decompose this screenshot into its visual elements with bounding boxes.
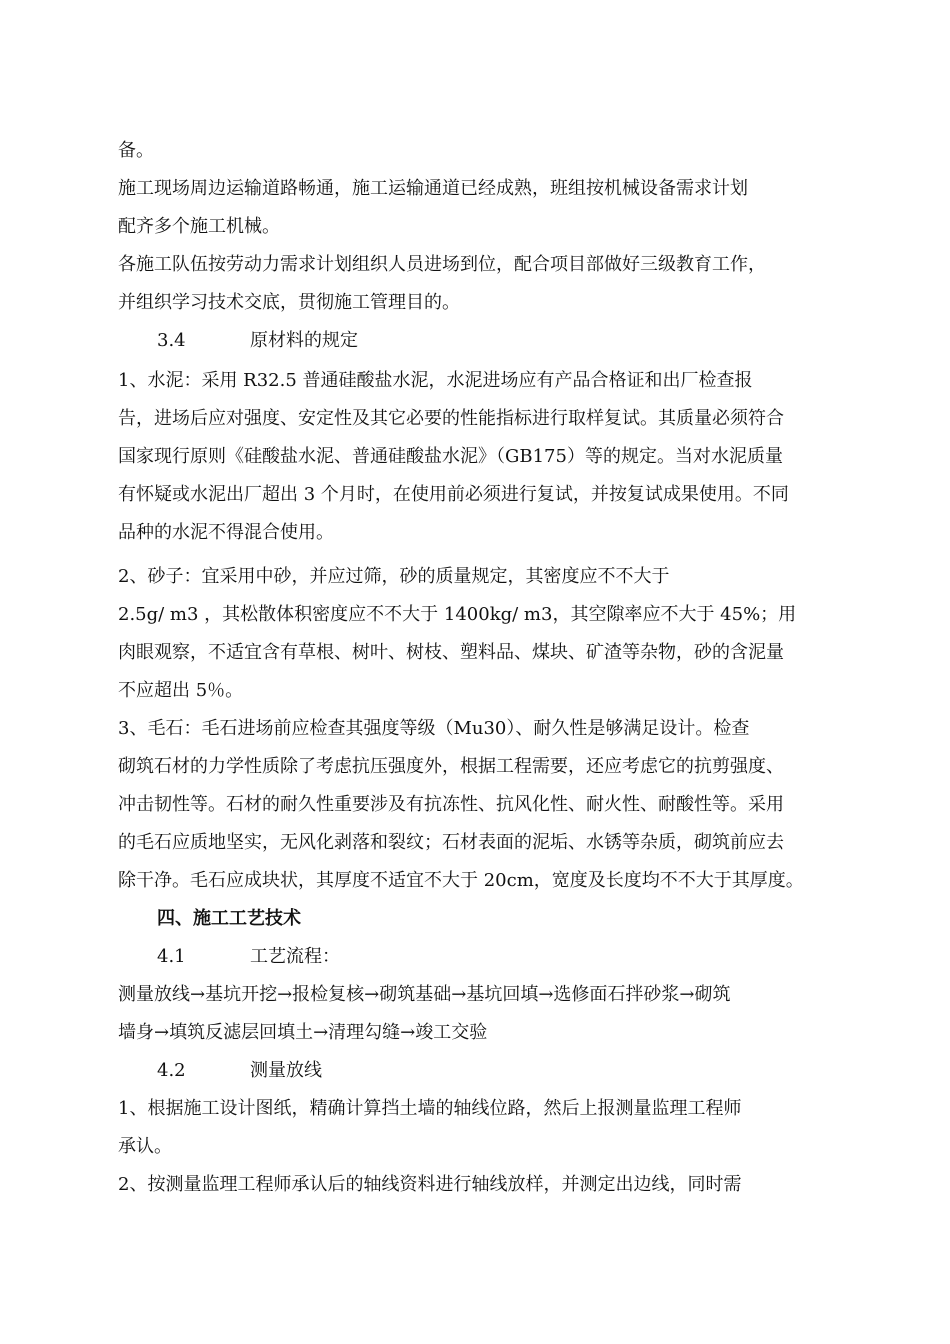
text-line: 砌筑石材的力学性质除了考虑抗压强度外，根据工程需要，还应考虑它的抗剪强度、 <box>118 756 784 777</box>
text-line: 并组织学习技术交底，贯彻施工管理目的。 <box>118 292 460 313</box>
text-line: 品种的水泥不得混合使用。 <box>118 522 334 543</box>
text-line: 2、按测量监理工程师承认后的轴线资料进行轴线放样，并测定出边线，同时需 <box>118 1174 742 1195</box>
section-number: 4.2 <box>157 1060 186 1081</box>
text-line: 国家现行原则《硅酸盐水泥、普通硅酸盐水泥》（GB175）等的规定。当对水泥质量 <box>118 446 783 467</box>
text-line: 1、水泥：采用 R32.5 普通硅酸盐水泥，水泥进场应有产品合格证和出厂检查报 <box>118 370 753 391</box>
text-line: 除干净。毛石应成块状，其厚度不适宜不大于 20cm，宽度及长度均不不大于其厚度。 <box>118 870 804 891</box>
text-line: 的毛石应质地坚实，无风化剥落和裂纹；石材表面的泥垢、水锈等杂质，砌筑前应去 <box>118 832 784 853</box>
text-line: 测量放线→基坑开挖→报检复核→砌筑基础→基坑回填→选修面石拌砂浆→砌筑 <box>118 984 731 1005</box>
text-line: 配齐多个施工机械。 <box>118 216 280 237</box>
section-title: 测量放线 <box>250 1060 322 1081</box>
text-line: 有怀疑或水泥出厂超出 3 个月时，在使用前必须进行复试，并按复试成果使用。不同 <box>118 484 789 505</box>
text-line: 承认。 <box>118 1136 172 1157</box>
section-number: 4.1 <box>157 946 186 967</box>
text-line: 冲击韧性等。石材的耐久性重要涉及有抗冻性、抗风化性、耐火性、耐酸性等。采用 <box>118 794 784 815</box>
text-line: 3、毛石：毛石进场前应检查其强度等级（Mu30）、耐久性是够满足设计。检查 <box>118 718 750 739</box>
text-line: 2、砂子：宜采用中砂，并应过筛，砂的质量规定，其密度应不不大于 <box>118 566 670 587</box>
text-line: 不应超出 5％。 <box>118 680 244 701</box>
text-line: 各施工队伍按劳动力需求计划组织人员进场到位，配合项目部做好三级教育工作， <box>118 254 766 275</box>
text-line: 肉眼观察，不适宜含有草根、树叶、树枝、塑料品、煤块、矿渣等杂物，砂的含泥量 <box>118 642 784 663</box>
text-line: 墙身→填筑反滤层回填土→清理勾缝→竣工交验 <box>118 1022 488 1043</box>
text-line: 2.5g/ m3 ，其松散体积密度应不不大于 1400kg/ m3，其空隙率应不大于 45%；用 <box>118 604 797 625</box>
text-line: 施工现场周边运输道路畅通，施工运输通道已经成熟，班组按机械设备需求计划 <box>118 178 748 199</box>
section-title: 原材料的规定 <box>250 330 358 351</box>
section-title: 工艺流程： <box>250 946 340 967</box>
section-number: 3.4 <box>157 330 186 351</box>
text-line: 1、根据施工设计图纸，精确计算挡土墙的轴线位路，然后上报测量监理工程师 <box>118 1098 742 1119</box>
text-line: 告，进场后应对强度、安定性及其它必要的性能指标进行取样复试。其质量必须符合 <box>118 408 784 429</box>
text-line: 备。 <box>118 140 154 161</box>
chapter-heading: 四、施工工艺技术 <box>157 908 301 929</box>
